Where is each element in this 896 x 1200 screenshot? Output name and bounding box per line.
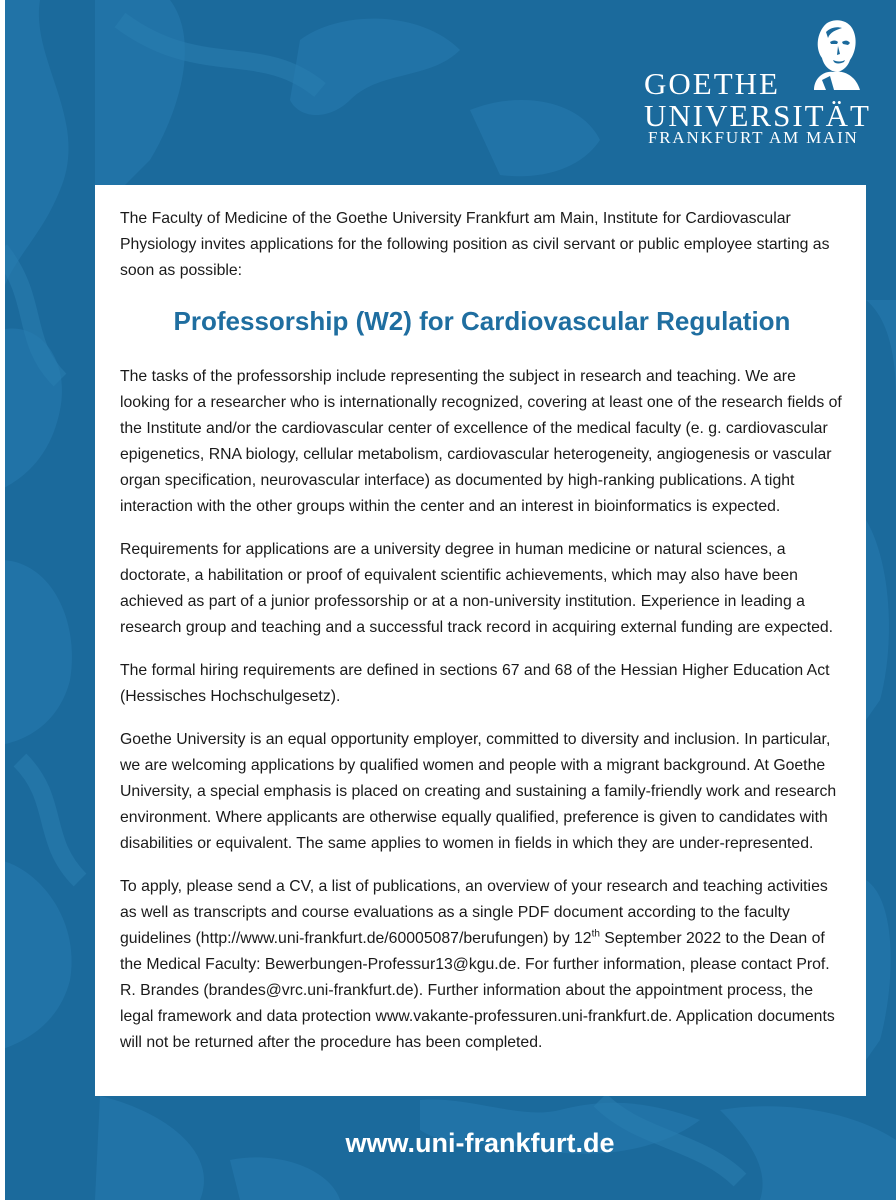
formal-requirements-paragraph: The formal hiring requirements are defined in sections 67 and 68 of the Hessian Higher Education Act (Hessisches Hochschulgesetz). bbox=[120, 662, 830, 705]
application-text-start: To apply, please send a CV, a list of publications, an overview of your research and teaching activities as well as transcripts and course evaluations as a single PDF document according to the faculty guidelines (http://www.uni-frankfurt.de/60005087/berufungen) by 12 bbox=[120, 878, 828, 947]
intro-paragraph: The Faculty of Medicine of the Goethe University Frankfurt am Main, Institute for Cardiovascular Physiology invites applications for the following position as civil servant or public employee starting as soon as possible: bbox=[120, 210, 830, 279]
logo-text-universitat: UNIVERSITÄT bbox=[644, 98, 871, 133]
goethe-university-logo bbox=[640, 18, 875, 153]
logo-text-goethe: GOETHE bbox=[644, 66, 780, 101]
footer-website-link[interactable]: www.uni-frankfurt.de bbox=[345, 1128, 615, 1158]
tasks-paragraph: The tasks of the professorship include representing the subject in research and teaching. We are looking for a researcher who is internationally recognized, covering at least one of the research fields of the Institute and/or the cardiovascular center of excellence of the medical faculty (e. g. cardiovascular epigenetics, RNA biology, cellular metabolism, cardiovascular heterogeneity, angiogenesis or vascular organ specification, neurovascular interface) as documented by high-ranking publications. A tight interaction with the other groups within the center and an interest in bioinformatics is expected. bbox=[120, 368, 842, 515]
position-title: Professorship (W2) for Cardiovascular Regulation bbox=[173, 306, 791, 336]
logo-text-frankfurt: FRANKFURT AM MAIN bbox=[648, 128, 859, 147]
equal-opportunity-paragraph: Goethe University is an equal opportunity employer, committed to diversity and inclusion. In particular, we are welcoming applications by qualified women and people with a migrant background. At Goethe University, a special emphasis is placed on creating and sustaining a family-friendly work and research environment. Where applicants are otherwise equally qualified, preference is given to candidates with disabilities or equivalent. The same applies to women in fields in which they are under-represented. bbox=[120, 731, 837, 852]
requirements-paragraph: Requirements for applications are a university degree in human medicine or natural sciences, a doctorate, a habilitation or proof of equivalent scientific achievements, which may also have been achieved as part of a junior professorship or at a non-university institution. Experience in leading a research group and teaching and a successful track record in acquiring external funding are expected. bbox=[120, 541, 834, 636]
job-posting-panel bbox=[95, 185, 866, 1096]
application-paragraph bbox=[120, 874, 844, 1056]
application-text-end: September 2022 to the Dean of the Medical Faculty: Bewerbungen-Professur13@kgu.de. For further information, please contact Prof. R. Brandes (brandes@vrc.uni-frankfurt.de). Further information about the appointment process, the legal framework and data protection www.vakante-professuren.uni-frankfurt.de. Application documents will not be returned after the procedure has been completed. bbox=[120, 930, 835, 1051]
date-ordinal-suffix: th bbox=[591, 928, 600, 940]
goethe-portrait-icon bbox=[800, 18, 868, 90]
page-left-edge bbox=[0, 0, 5, 1200]
